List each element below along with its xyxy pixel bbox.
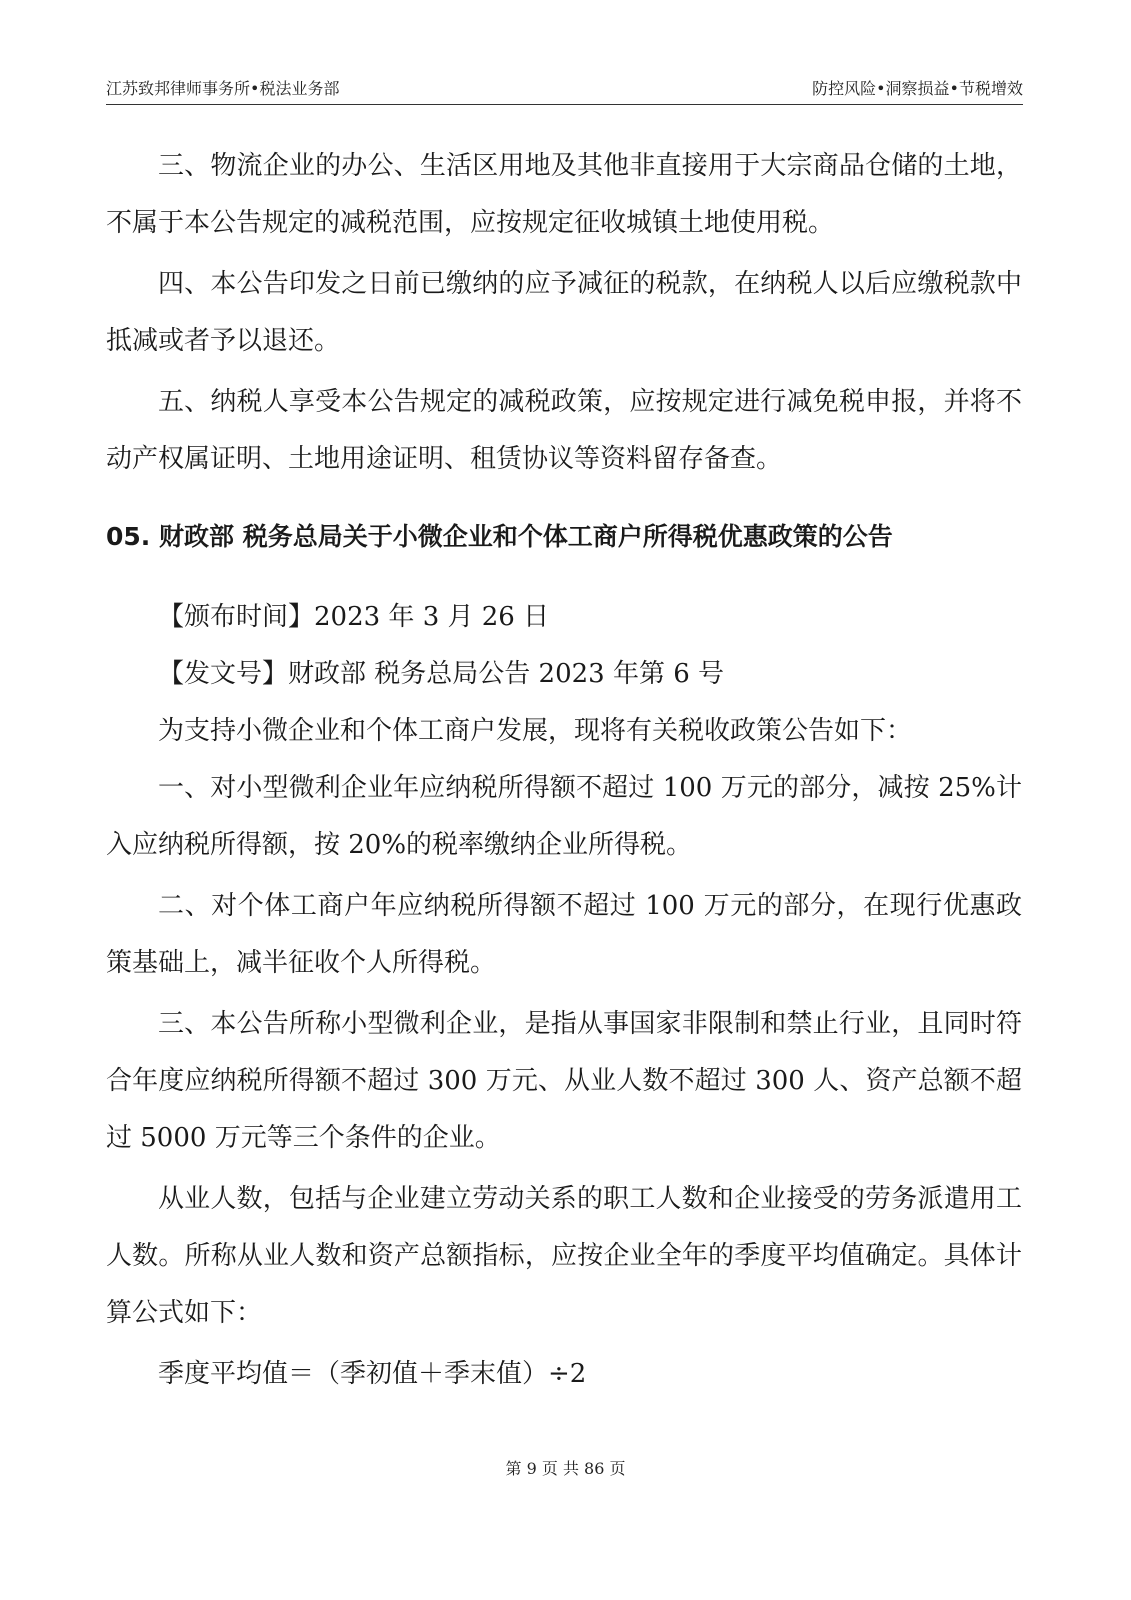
clause-3: 三、本公告所称小型微利企业，是指从事国家非限制和禁止行业，且同时符合年度应纳税所得额不超过 300 万元、从业人数不超过 300 人、资产总额不超过 5000 万元等三个条件的企业。 bbox=[106, 1009, 1022, 1153]
page-header bbox=[106, 74, 1023, 105]
document-body bbox=[106, 138, 1022, 1403]
paragraph-4: 四、本公告印发之日前已缴纳的应予减征的税款，在纳税人以后应缴税款中抵减或者予以退还。 bbox=[106, 269, 1022, 356]
header-slogan: 防控风险•洞察损益•节税增效 bbox=[812, 79, 1023, 98]
paragraph-3: 三、物流企业的办公、生活区用地及其他非直接用于大宗商品仓储的土地，不属于本公告规定的减税范围，应按规定征收城镇土地使用税。 bbox=[106, 151, 1022, 238]
document-number: 【发文号】财政部 税务总局公告 2023 年第 6 号 bbox=[158, 659, 725, 689]
section-heading: 05. 财政部 税务总局关于小微企业和个体工商户所得税优惠政策的公告 bbox=[106, 522, 893, 551]
clause-2: 二、对个体工商户年应纳税所得额不超过 100 万元的部分，在现行优惠政策基础上，减半征收个人所得税。 bbox=[106, 891, 1022, 978]
issue-date: 【颁布时间】2023 年 3 月 26 日 bbox=[158, 602, 550, 632]
header-firm-name: 江苏致邦律师事务所•税法业务部 bbox=[106, 79, 340, 98]
intro-paragraph: 为支持小微企业和个体工商户发展，现将有关税收政策公告如下： bbox=[158, 716, 913, 746]
page-footer: 第 9 页 共 86 页 bbox=[505, 1459, 626, 1478]
paragraph-5: 五、纳税人享受本公告规定的减税政策，应按规定进行减免税申报，并将不动产权属证明、土地用途证明、租赁协议等资料留存备查。 bbox=[106, 387, 1022, 474]
formula: 季度平均值＝（季初值＋季末值）÷2 bbox=[158, 1359, 587, 1389]
employee-count-paragraph: 从业人数，包括与企业建立劳动关系的职工人数和企业接受的劳务派遣用工人数。所称从业人数和资产总额指标，应按企业全年的季度平均值确定。具体计算公式如下： bbox=[106, 1184, 1022, 1328]
clause-1: 一、对小型微利企业年应纳税所得额不超过 100 万元的部分，减按 25%计入应纳税所得额，按 20%的税率缴纳企业所得税。 bbox=[106, 773, 1022, 860]
